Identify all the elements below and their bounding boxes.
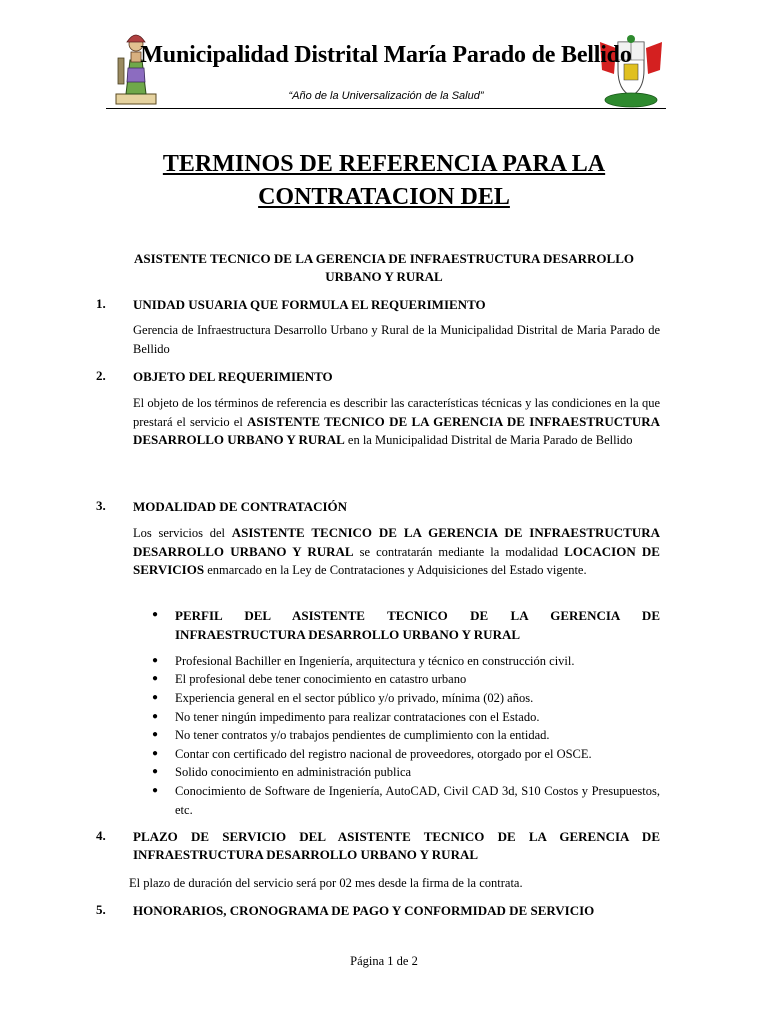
bullet-icon: ● bbox=[152, 655, 159, 666]
profile-item: Experiencia general en el sector público y/o privado, mínima (02) años. bbox=[175, 691, 534, 705]
section-number: 3. bbox=[96, 498, 106, 513]
document-subtitle bbox=[104, 250, 664, 286]
section-2-text bbox=[133, 394, 660, 450]
s3-part-2: se contratarán mediante la modalidad bbox=[353, 544, 565, 559]
page-number: Página 1 de 2 bbox=[350, 954, 418, 968]
title-line-1: TERMINOS DE REFERENCIA PARA LA bbox=[162, 151, 606, 177]
bullet-icon: ● bbox=[152, 692, 159, 703]
s3-part-3: enmarcado en la Ley de Contrataciones y Adquisiciones del Estado vigente. bbox=[204, 563, 587, 577]
s2-bold: ASISTENTE TECNICO DE LA GERENCIA DE INFRAESTRUCTURA DESARROLLO URBANO Y RURAL bbox=[133, 413, 660, 447]
bullet-icon: ● bbox=[152, 729, 159, 740]
bullet-icon: ● bbox=[152, 766, 159, 777]
letterhead bbox=[106, 20, 666, 109]
s2-part-1: El objeto de los términos de referencia es describir las características técnicas y las condiciones en la que prestará el servicio el bbox=[133, 396, 660, 429]
bullet-icon: ● bbox=[152, 711, 159, 722]
section-number: 5. bbox=[96, 902, 106, 917]
profile-item: No tener contratos y/o trabajos pendientes de cumplimiento con la entidad. bbox=[175, 728, 550, 742]
profile-item: Profesional Bachiller en Ingeniería, arquitectura y técnico en construcción civil. bbox=[175, 654, 575, 668]
s3-bold-1: ASISTENTE TECNICO DE LA GERENCIA DE INFRAESTRUCTURA DESARROLLO URBANO Y RURAL bbox=[133, 525, 660, 559]
profile-item: No tener ningún impedimento para realizar contrataciones con el Estado. bbox=[175, 710, 540, 724]
subtitle-line-1: ASISTENTE TECNICO DE LA GERENCIA DE INFRAESTRUCTURA DESARROLLO bbox=[133, 251, 635, 266]
section-title: HONORARIOS, CRONOGRAMA DE PAGO Y CONFORMIDAD DE SERVICIO bbox=[133, 903, 595, 918]
profile-item: El profesional debe tener conocimiento en catastro urbano bbox=[175, 672, 467, 686]
section-title: MODALIDAD DE CONTRATACIÓN bbox=[133, 499, 348, 514]
bullet-icon: ● bbox=[152, 785, 159, 796]
profile-item: Contar con certificado del registro nacional de proveedores, otorgado por el OSCE. bbox=[175, 747, 592, 761]
bullet-icon: ● bbox=[152, 609, 159, 620]
s3-bold-2: LOCACION DE SERVICIOS bbox=[133, 543, 660, 577]
section-3-text bbox=[133, 524, 660, 580]
subtitle-line-2: URBANO Y RURAL bbox=[325, 269, 443, 284]
section-number: 2. bbox=[96, 368, 106, 383]
section-title: UNIDAD USUARIA QUE FORMULA EL REQUERIMIENTO bbox=[133, 297, 486, 312]
title-line-2: CONTRATACION DEL bbox=[258, 184, 510, 210]
motto: “Año de la Universalización de la Salud” bbox=[288, 90, 484, 102]
section-1-text: Gerencia de Infraestructura Desarrollo Urbano y Rural de la Municipalidad Distrital de Maria Parado de Bellido bbox=[133, 323, 660, 356]
section-number: 4. bbox=[96, 828, 106, 843]
profile-title: PERFIL DEL ASISTENTE TECNICO DE LA GERENCIA DE INFRAESTRUCTURA DESARROLLO URBANO Y RURAL bbox=[175, 608, 660, 642]
profile-item: Conocimiento de Software de Ingeniería, AutoCAD, Civil CAD 3d, S10 Costos y Presupuestos, etc. bbox=[175, 784, 660, 817]
bullet-icon: ● bbox=[152, 673, 159, 684]
section-4-text: El plazo de duración del servicio será por 02 mes desde la firma de la contrata. bbox=[129, 876, 523, 890]
bullet-icon: ● bbox=[152, 748, 159, 759]
profile-item: Solido conocimiento en administración publica bbox=[175, 765, 412, 779]
section-title: PLAZO DE SERVICIO DEL ASISTENTE TECNICO DE LA GERENCIA DE INFRAESTRUCTURA DESARROLLO URBANO Y RURAL bbox=[133, 829, 660, 862]
section-number: 1. bbox=[96, 296, 106, 311]
s2-part-2: en la Municipalidad Distrital de Maria Parado de Bellido bbox=[344, 433, 633, 447]
s3-part-1: Los servicios del bbox=[133, 526, 232, 540]
section-title: OBJETO DEL REQUERIMIENTO bbox=[133, 369, 333, 384]
document-title bbox=[100, 148, 668, 214]
municipality-name: Municipalidad Distrital María Parado de Bellido bbox=[140, 42, 632, 68]
